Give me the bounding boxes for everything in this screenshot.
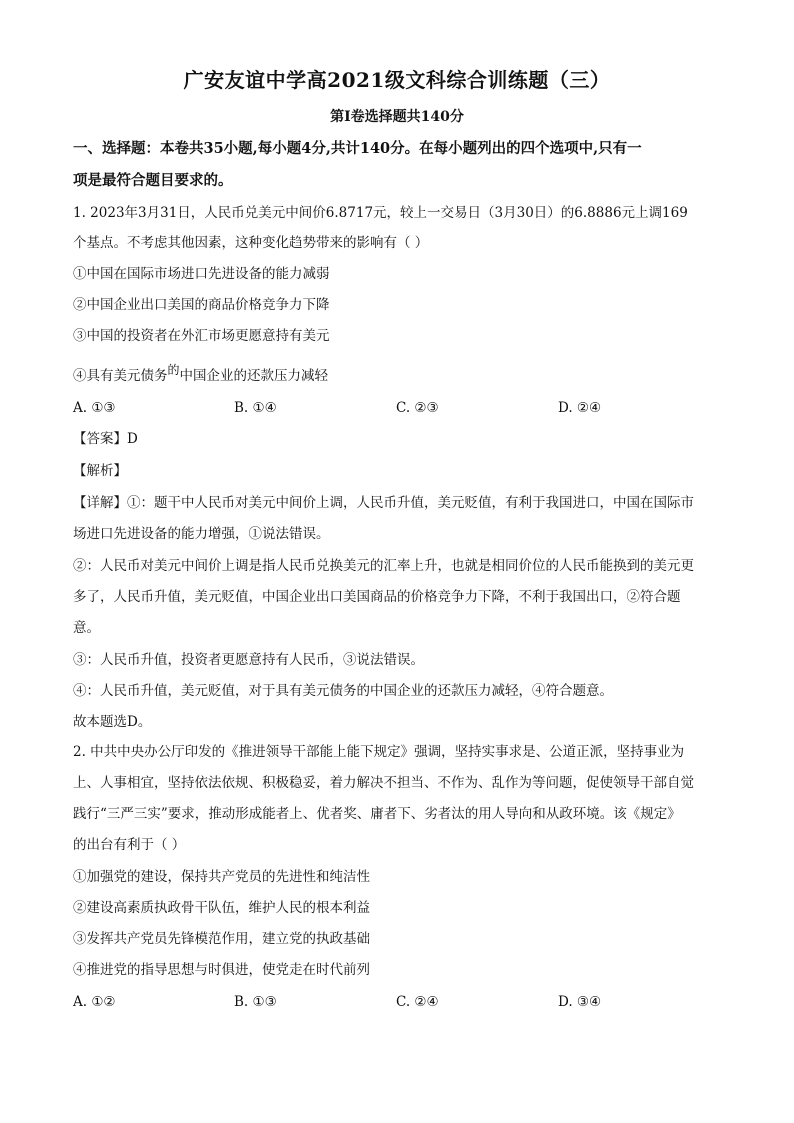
q1-option-d: D. ②④ bbox=[558, 400, 602, 416]
q2-item-3: ③发挥共产党员先锋模范作用，建立党的执政基础 bbox=[73, 931, 370, 947]
q2-option-c: C. ②④ bbox=[396, 994, 439, 1010]
section-subtitle: 第Ⅰ卷选择题共140分 bbox=[330, 109, 464, 125]
q1-detail-line2: 场进口先进设备的能力增强，①说法错误。 bbox=[73, 526, 330, 542]
q1-analysis-label: 【解析】 bbox=[73, 463, 127, 479]
q2-item-1: ①加强党的建设，保持共产党员的先进性和纯洁性 bbox=[73, 869, 370, 885]
q2-item-4: ④推进党的指导思想与时俱进，使党走在时代前列 bbox=[73, 962, 370, 978]
q1-item-4-sup: 的 bbox=[167, 363, 180, 377]
q2-option-d: D. ③④ bbox=[558, 994, 602, 1010]
q1-item-3: ③中国的投资者在外汇市场更愿意持有美元 bbox=[73, 328, 330, 344]
q2-option-a: A. ①② bbox=[73, 994, 116, 1010]
q1-option-a: A. ①③ bbox=[73, 400, 116, 416]
section-instructions-line2: 项是最符合题目要求的。 bbox=[73, 172, 233, 189]
q2-stem-line2: 上、人事相宜，坚持依法依规、积极稳妥，着力解决不担当、不作为、乱作为等问题，促使领导干部自觉 bbox=[73, 775, 694, 791]
page-title: 广安友谊中学高2021级文科综合训练题（三） bbox=[183, 68, 611, 92]
q1-item-4 bbox=[73, 363, 723, 386]
q1-item-2: ②中国企业出口美国的商品价格竞争力下降 bbox=[73, 297, 330, 313]
q1-detail-line7: ④：人民币升值，美元贬值，对于具有美元债务的中国企业的还款压力减轻，④符合题意。 bbox=[73, 683, 613, 699]
q1-detail-line3: ②：人民币对美元中间价上调是指人民币兑换美元的汇率上升，也就是相同价位的人民币能换到的美元更 bbox=[73, 558, 694, 574]
section-instructions-line1: 一、选择题：本卷共35小题,每小题4分,共计140分。在每小题列出的四个选项中,只有一 bbox=[73, 140, 642, 157]
q1-detail-line6: ③：人民币升值，投资者更愿意持有人民币，③说法错误。 bbox=[73, 652, 424, 668]
q2-item-2: ②建设高素质执政骨干队伍，维护人民的根本利益 bbox=[73, 900, 370, 916]
q1-detail-line5: 意。 bbox=[73, 620, 100, 636]
q1-detail-line1: 【详解】①：题干中人民币对美元中间价上调，人民币升值，美元贬值，有利于我国进口，中国在国际市 bbox=[73, 495, 694, 511]
q2-stem-line3: 践行“三严三实”要求，推动形成能者上、优者奖、庸者下、劣者汰的用人导向和从政环境。该《规定》 bbox=[73, 806, 681, 822]
q1-option-c: C. ②③ bbox=[396, 400, 439, 416]
q1-conclusion: 故本题选D。 bbox=[73, 714, 152, 730]
q1-item-1: ①中国在国际市场进口先进设备的能力减弱 bbox=[73, 266, 330, 282]
q1-item-4-pre: ④具有美元债务 bbox=[73, 368, 168, 384]
q1-item-4-post: 中国企业的还款压力减轻 bbox=[179, 368, 329, 384]
q2-stem-line4: 的出台有利于（ ） bbox=[73, 837, 186, 853]
q1-answer: 【答案】D bbox=[73, 431, 138, 447]
q2-stem-line1: 2. 中共中央办公厅印发的《推进领导干部能上能下规定》强调，坚持实事求是、公道正派，坚持事业为 bbox=[73, 744, 685, 760]
q1-option-b: B. ①④ bbox=[234, 400, 277, 416]
q2-option-b: B. ①③ bbox=[234, 994, 277, 1010]
q1-stem-line2: 个基点。不考虑其他因素，这种变化趋势带来的影响有（ ） bbox=[73, 235, 429, 251]
q1-detail-line4: 多了，人民币升值，美元贬值，中国企业出口美国商品的价格竞争力下降，不利于我国出口，②符合题 bbox=[73, 589, 681, 605]
q1-stem-line1: 1. 2023年3月31日，人民币兑美元中间价6.8717元，较上一交易日（3月30日）的6.8886元上调169 bbox=[73, 205, 688, 221]
